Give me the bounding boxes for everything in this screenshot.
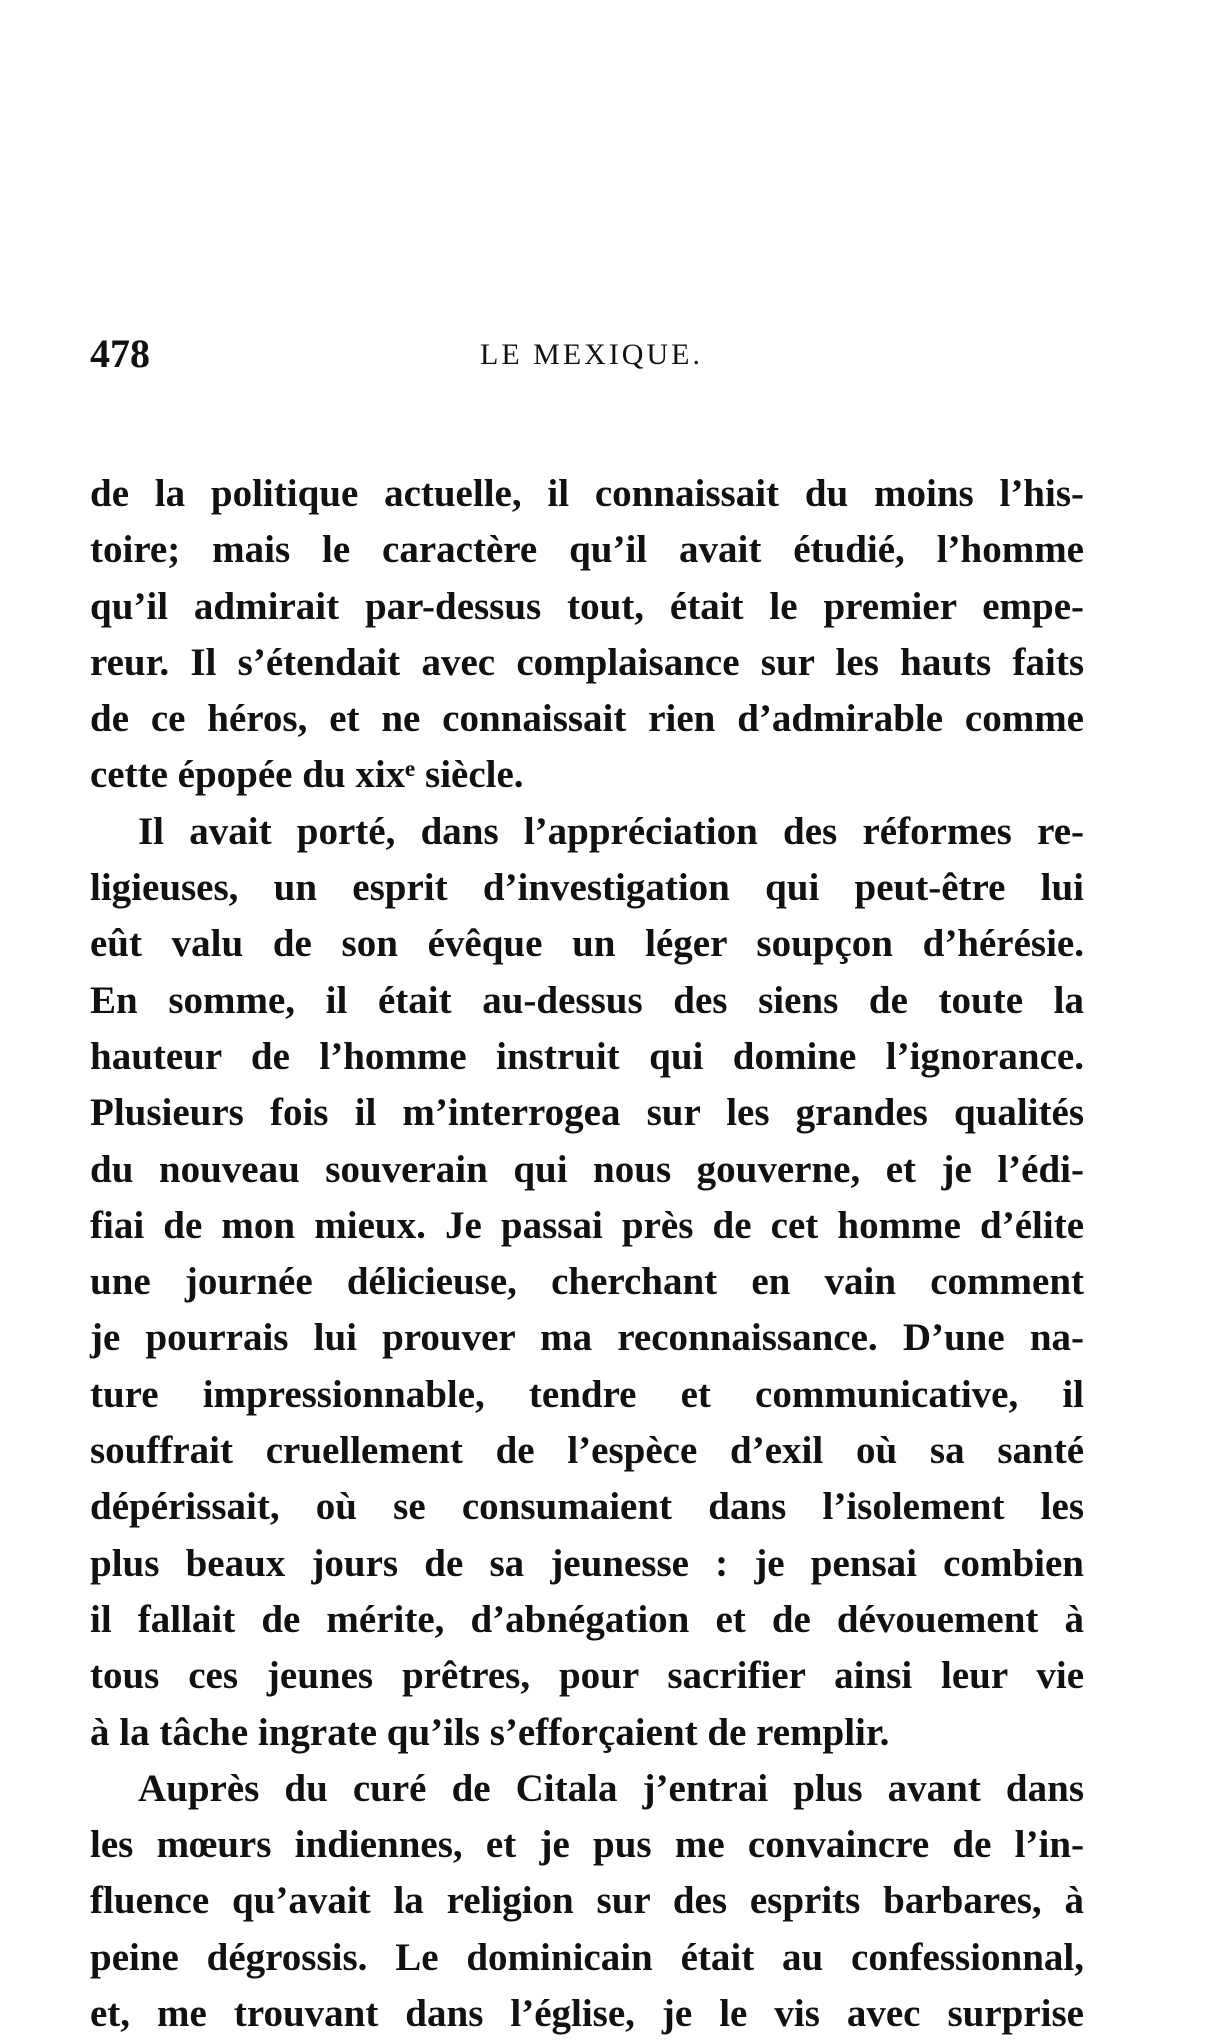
text-line: dépérissait, où se consumaient dans l’isolement les: [90, 1485, 1084, 1529]
page-header: [90, 330, 1084, 390]
text-line: tous ces jeunes prêtres, pour sacrifier ainsi leur vie: [90, 1654, 1084, 1698]
text-line: à la tâche ingrate qu’ils s’efforçaient de remplir.: [90, 1710, 890, 1754]
running-title: LE MEXIQUE.: [480, 338, 703, 371]
text-line: qu’il admirait par-dessus tout, était le premier empe-: [90, 584, 1084, 628]
text-line: de ce héros, et ne connaissait rien d’admirable comme: [90, 697, 1084, 741]
text-line: fluence qu’avait la religion sur des esprits barbares, à: [90, 1879, 1084, 1923]
text-line: ligieuses, un esprit d’investigation qui peut-être lui: [90, 866, 1084, 910]
text-line: toire; mais le caractère qu’il avait étudié, l’homme: [90, 528, 1084, 572]
text-line: cette épopée du xixᵉ siècle.: [90, 753, 524, 797]
text-line: fiai de mon mieux. Je passai près de cet homme d’élite: [90, 1203, 1084, 1247]
text-line: plus beaux jours de sa jeunesse : je pensai combien: [90, 1541, 1084, 1585]
text-line: les mœurs indiennes, et je pus me convaincre de l’in-: [90, 1823, 1084, 1867]
text-line: Plusieurs fois il m’interrogea sur les grandes qualités: [90, 1091, 1084, 1135]
text-line: Il avait porté, dans l’appréciation des réformes re-: [138, 809, 1084, 853]
page-body: [90, 466, 1084, 2042]
text-line: une journée délicieuse, cherchant en vain comment: [90, 1260, 1084, 1304]
text-line: En somme, il était au-dessus des siens de toute la: [90, 978, 1084, 1022]
text-line: ture impressionnable, tendre et communicative, il: [90, 1372, 1084, 1416]
text-line: je pourrais lui prouver ma reconnaissance. D’une na-: [90, 1316, 1084, 1360]
text-line: du nouveau souverain qui nous gouverne, et je l’édi-: [90, 1147, 1084, 1191]
text-line: hauteur de l’homme instruit qui domine l’ignorance.: [90, 1034, 1084, 1078]
page-number: 478: [90, 331, 150, 376]
text-line: souffrait cruellement de l’espèce d’exil où sa santé: [90, 1429, 1084, 1473]
text-line: il fallait de mérite, d’abnégation et de dévouement à: [90, 1597, 1084, 1641]
text-line: peine dégrossis. Le dominicain était au confessionnal,: [90, 1935, 1084, 1979]
text-line: Auprès du curé de Citala j’entrai plus avant dans: [138, 1766, 1084, 1810]
text-line: eût valu de son évêque un léger soupçon d’hérésie.: [90, 922, 1084, 966]
text-line: reur. Il s’étendait avec complaisance sur les hauts faits: [90, 640, 1084, 684]
text-line: de la politique actuelle, il connaissait du moins l’his-: [90, 472, 1084, 515]
text-line: et, me trouvant dans l’église, je le vis avec surprise: [90, 1992, 1084, 2036]
